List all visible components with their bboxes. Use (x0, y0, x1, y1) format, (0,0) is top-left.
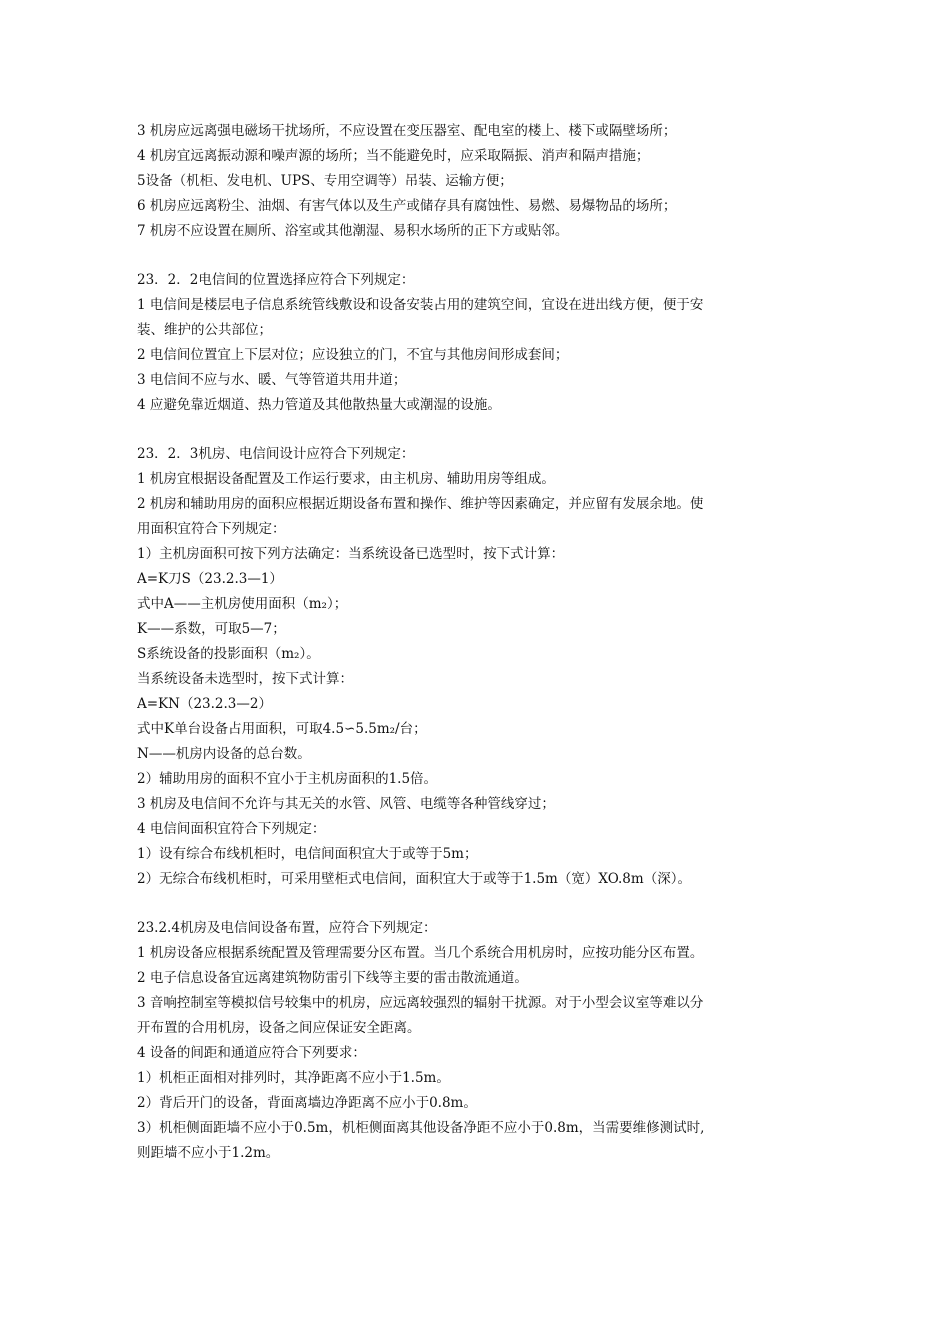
section-23-2-4 (137, 916, 827, 1166)
text-line: 2）背后开门的设备，背面离墙边净距离不应小于0.8m。 (137, 1095, 477, 1111)
text-line: 开布置的合用机房，设备之间应保证安全距离。 (137, 1020, 421, 1036)
section-23-2-3 (137, 442, 827, 892)
text-line: N——机房内设备的总台数。 (137, 746, 311, 762)
text-line: 4 电信间面积宜符合下列规定： (137, 821, 326, 837)
text-line: 1 机房宜根据设备配置及工作运行要求，由主机房、辅助用房等组成。 (137, 471, 555, 487)
formula-line: A=KN（23.2.3—2） (137, 696, 272, 712)
text-line: 当系统设备未选型时，按下式计算： (137, 671, 353, 687)
section-heading: 23．2．3机房、电信间设计应符合下列规定： (137, 446, 415, 462)
text-line: 装、维护的公共部位； (137, 322, 272, 338)
text-line: 5设备（机柜、发电机、UPS、专用空调等）吊装、运输方便； (137, 173, 513, 189)
text-line: 用面积宜符合下列规定： (137, 521, 286, 537)
text-line: 2 电子信息设备宜远离建筑物防雷引下线等主要的雷击散流通道。 (137, 970, 528, 986)
text-line: 3 音响控制室等模拟信号较集中的机房，应远离较强烈的辐射干扰源。对于小型会议室等难以分 (137, 995, 704, 1011)
text-line: 3 机房应远离强电磁场干扰场所，不应设置在变压器室、配电室的楼上、楼下或隔壁场所； (137, 123, 677, 139)
text-line: 4 应避免靠近烟道、热力管道及其他散热量大或潮湿的设施。 (137, 397, 501, 413)
text-line: 1）机柜正面相对排列时，其净距离不应小于1.5m。 (137, 1070, 450, 1086)
text-line: K——系数，可取5—7； (137, 621, 286, 637)
section-heading: 23.2.4机房及电信间设备布置，应符合下列规定： (137, 920, 437, 936)
document-page (137, 119, 827, 1190)
text-line: 则距墙不应小于1.2m。 (137, 1145, 280, 1161)
formula-line: A=K刀S（23.2.3—1） (137, 571, 283, 587)
text-line: 1）设有综合布线机柜时，电信间面积宜大于或等于5m； (137, 846, 478, 862)
text-line: 2 机房和辅助用房的面积应根据近期设备布置和操作、维护等因素确定，并应留有发展余地。使 (137, 496, 704, 512)
section-heading: 23．2．2电信间的位置选择应符合下列规定： (137, 272, 415, 288)
section-23-2-2 (137, 268, 827, 418)
text-line: 式中K单台设备占用面积，可取4.5∽5.5m₂/台； (137, 721, 427, 737)
text-line: 7 机房不应设置在厕所、浴室或其他潮湿、易积水场所的正下方或贴邻。 (137, 223, 569, 239)
text-line: 3 电信间不应与水、暖、气等管道共用井道； (137, 372, 407, 388)
text-line: 式中A——主机房使用面积（m₂）； (137, 596, 348, 612)
text-line: 3）机柜侧面距墙不应小于0.5m，机柜侧面离其他设备净距不应小于0.8m，当需要维修测试时, (137, 1120, 705, 1136)
text-line: 2 电信间位置宜上下层对位；应设独立的门，不宜与其他房间形成套间； (137, 347, 569, 363)
text-line: 1）主机房面积可按下列方法确定：当系统设备已选型时，按下式计算： (137, 546, 565, 562)
text-line: 6 机房应远离粉尘、油烟、有害气体以及生产或储存具有腐蚀性、易燃、易爆物品的场所； (137, 198, 677, 214)
section-machine-room-location (137, 119, 827, 244)
text-line: 4 设备的间距和通道应符合下列要求： (137, 1045, 366, 1061)
text-line: S系统设备的投影面积（m₂）。 (137, 646, 320, 662)
text-line: 4 机房宜远离振动源和噪声源的场所；当不能避免时，应采取隔振、消声和隔声措施； (137, 148, 650, 164)
text-line: 2）辅助用房的面积不宜小于主机房面积的1.5倍。 (137, 771, 438, 787)
text-line: 3 机房及电信间不允许与其无关的水管、风管、电缆等各种管线穿过； (137, 796, 555, 812)
text-line: 1 电信间是楼层电子信息系统管线敷设和设备安装占用的建筑空间，宜设在进出线方便，便于安 (137, 297, 704, 313)
text-line: 1 机房设备应根据系统配置及管理需要分区布置。当几个系统合用机房时，应按功能分区布置。 (137, 945, 704, 961)
text-line: 2）无综合布线机柜时，可采用壁柜式电信间，面积宜大于或等于1.5m（宽）XO.8m（深）。 (137, 871, 691, 887)
